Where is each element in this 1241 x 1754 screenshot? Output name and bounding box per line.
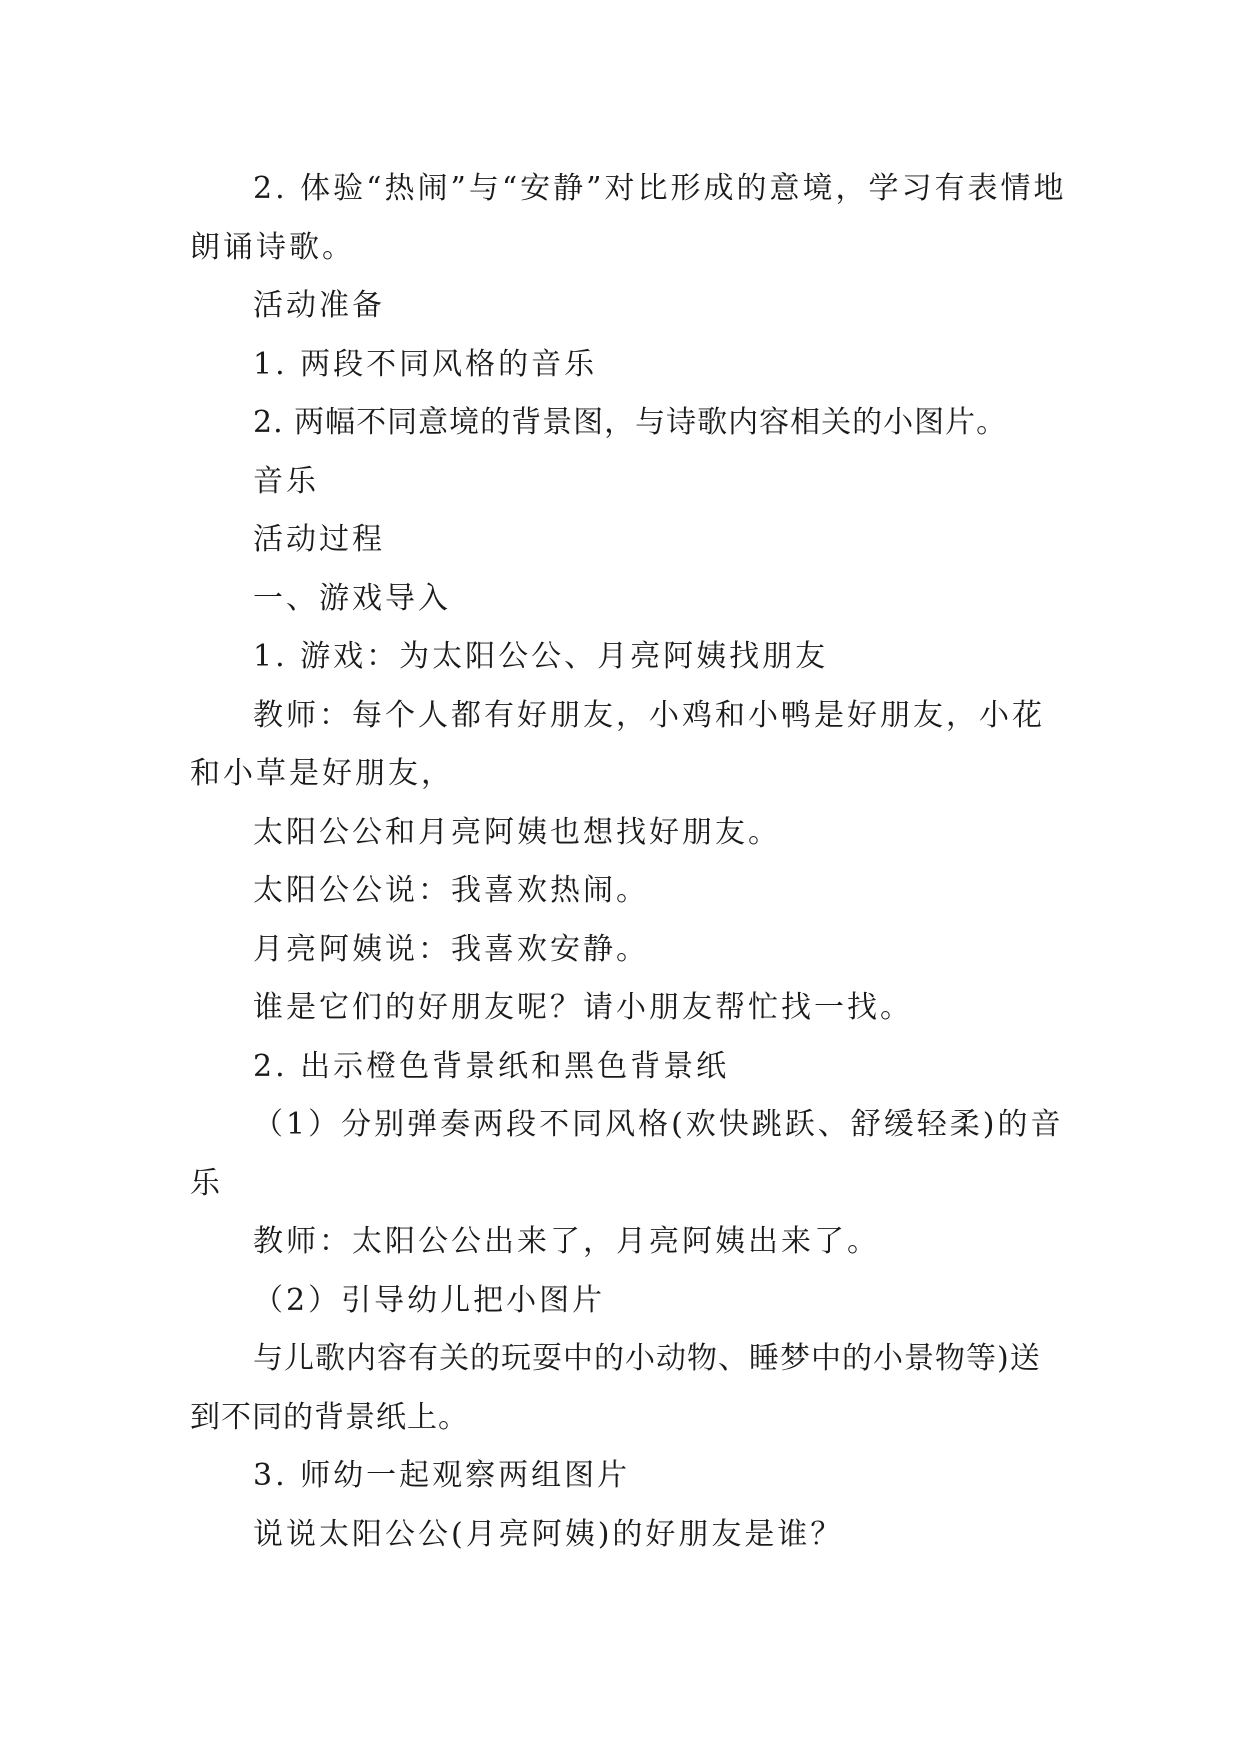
paragraph-sun-says: 太阳公公说：我喜欢热闹。 (253, 873, 649, 908)
paragraph-observe: 3. 师幼一起观察两组图片 (253, 1458, 631, 1493)
paragraph-heading-preparation: 活动准备 (253, 288, 385, 323)
paragraph-moon-says: 月亮阿姨说：我喜欢安静。 (253, 931, 649, 967)
paragraph-teacher-1: 教师：每个人都有好朋友，小鸡和小鸭是好朋友，小花和小草是好朋友， (190, 697, 1045, 791)
paragraph-step-1: （1）分别弹奏两段不同风格(欢快跳跃、舒缓轻柔)的音乐 (190, 1107, 1064, 1201)
paragraph-section-1: 一、游戏导入 (253, 580, 451, 616)
paragraph-game: 1. 游戏：为太阳公公、月亮阿姨找朋友 (253, 639, 829, 674)
paragraph-step-2: （2）引导幼儿把小图片 (253, 1282, 606, 1318)
paragraph-teacher-2: 教师：太阳公公出来了，月亮阿姨出来了。 (253, 1224, 880, 1259)
paragraph-show-paper: 2. 出示橙色背景纸和黑色背景纸 (253, 1048, 730, 1084)
document-body (190, 160, 1070, 1564)
paragraph-who-friends: 谁是它们的好朋友呢？请小朋友帮忙找一找。 (253, 990, 913, 1025)
paragraph-prep-2: 2. 两幅不同意境的背景图，与诗歌内容相关的小图片。 (253, 405, 1008, 440)
paragraph-goal-2: 2. 体验“热闹”与“安静”对比形成的意境，学习有表情地朗诵诗歌。 (190, 171, 1067, 265)
paragraph-music: 音乐 (253, 463, 319, 499)
paragraph-sun-moon-friends: 太阳公公和月亮阿姨也想找好朋友。 (253, 814, 781, 850)
paragraph-pictures: 与儿歌内容有关的玩耍中的小动物、睡梦中的小景物等)送到不同的背景纸上。 (190, 1341, 1041, 1435)
paragraph-heading-process: 活动过程 (253, 522, 385, 557)
paragraph-prep-1: 1. 两段不同风格的音乐 (253, 346, 598, 382)
paragraph-who-is-friend: 说说太阳公公(月亮阿姨)的好朋友是谁？ (253, 1516, 844, 1552)
